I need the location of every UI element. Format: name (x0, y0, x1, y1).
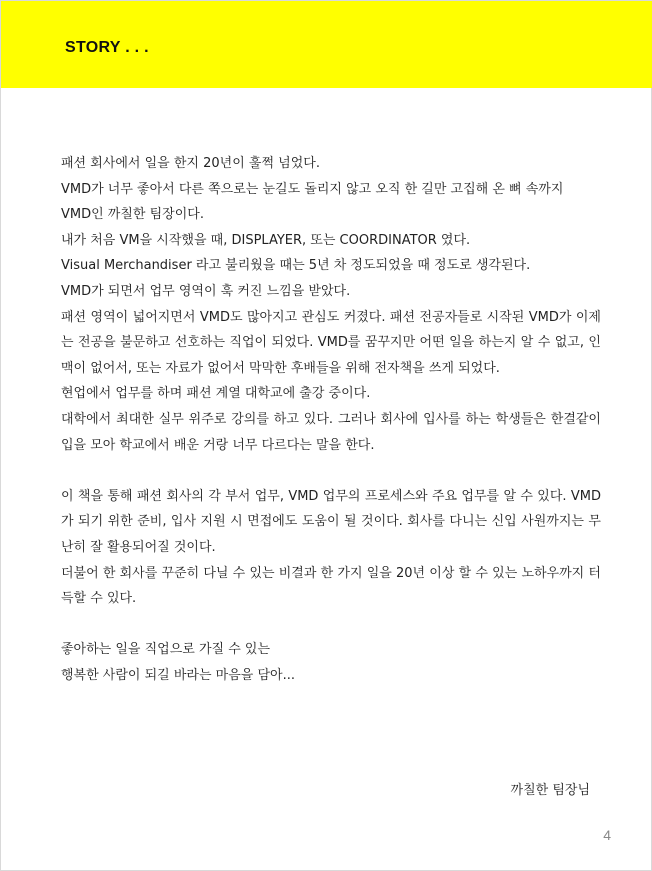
page-number: 4 (603, 827, 611, 843)
story-line: VMD가 되면서 업무 영역이 훅 커진 느낌을 받았다. (61, 283, 351, 299)
story-paragraph: 패션 영역이 넓어지면서 VMD도 많아지고 관심도 커졌다. 패션 전공자들로 시작된 VMD가 이제는 전공을 불문하고 선호하는 직업이 되었다. VMD를 꿈꾸지만 어떤 일을 하는지 알 수 없고, 인맥이 없어서, 또는 자료가 없어서 막막한 후배들을 위해 전자책을 쓰게 되었다. (61, 309, 601, 376)
story-line: 현업에서 업무를 하며 패션 계열 대학교에 출강 중이다. (61, 386, 371, 402)
paragraph-spacer (61, 612, 601, 638)
story-title: STORY . . . (65, 39, 149, 56)
story-line: 패션 회사에서 일을 한지 20년이 훌쩍 넘었다. (61, 156, 320, 171)
story-line: 내가 처음 VM을 시작했을 때, DISPLAYER, 또는 COORDINATOR 였다. (61, 232, 471, 248)
story-body (61, 151, 601, 688)
story-paragraph: 대학에서 최대한 실무 위주로 강의를 하고 있다. 그러나 회사에 입사를 하는 학생들은 한결같이 입을 모아 학교에서 배운 거랑 너무 다르다는 말을 한다. (61, 411, 601, 453)
story-line: VMD가 너무 좋아서 다른 쪽으로는 눈길도 돌리지 않고 오직 한 길만 고집해 온 뼈 속까지 (61, 181, 564, 197)
story-line: VMD인 까칠한 팀장이다. (61, 207, 204, 223)
story-line: Visual Merchandiser 라고 불리웠을 때는 5년 차 정도되었을 때 정도로 생각된다. (61, 258, 531, 274)
story-paragraph: 이 책을 통해 패션 회사의 각 부서 업무, VMD 업무의 프로세스와 주요 업무를 알 수 있다. VMD가 되기 위한 준비, 입사 지원 시 면접에도 도움이 될 것이다. 회사를 다니는 신입 사원까지는 무난히 잘 활용되어질 것이다. (61, 488, 601, 555)
story-paragraph: 더불어 한 회사를 꾸준히 다닐 수 있는 비결과 한 가지 일을 20년 이상 할 수 있는 노하우까지 터득할 수 있다. (61, 565, 601, 607)
signature: 까칠한 팀장님 (510, 783, 590, 798)
header-band (1, 1, 652, 88)
paragraph-spacer (61, 458, 601, 484)
closing-line: 행복한 사람이 되길 바라는 마음을 담아... (61, 667, 295, 683)
closing-line: 좋아하는 일을 직업으로 가질 수 있는 (61, 642, 271, 658)
